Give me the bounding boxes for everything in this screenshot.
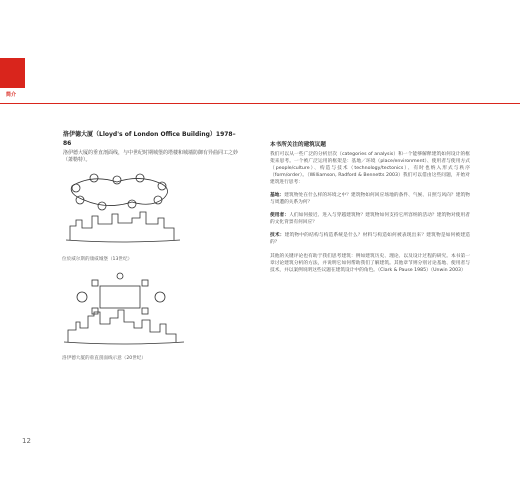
paragraph-users xyxy=(270,212,470,226)
section-heading: 本书所关注的建筑议题 xyxy=(270,142,326,148)
building-title: 洛伊德大厦（Lloyd's of London Office Building）1978–86 xyxy=(63,131,236,147)
label-users: 使用者： xyxy=(270,213,290,219)
caption-bottom: 洛伊德大厦的垂直剖面线示意（20世纪） xyxy=(62,356,146,361)
caption-top: 位於威尔斯的康威城堡（13世纪） xyxy=(62,257,133,262)
section-marker xyxy=(0,58,25,88)
right-column xyxy=(270,140,470,280)
text-site: 建筑物处在什么样的环境之中？建筑物如何回应场地的条件、气候、日照与风向？建筑物与周遭的关系为何？ xyxy=(270,193,470,206)
text-users: 人们如何接近、进入与穿越建筑物？建筑物如何支持它所容纳的活动？建筑物对使用者的文化背景有何回应？ xyxy=(270,213,470,226)
castle-sketch xyxy=(62,168,192,248)
lloyds-sketch xyxy=(62,272,197,347)
header-rule xyxy=(0,103,520,104)
left-column xyxy=(63,131,238,165)
paragraph-site xyxy=(270,192,470,206)
page-number: 12 xyxy=(22,437,31,445)
label-tech: 技术： xyxy=(270,233,285,239)
paragraph-1: 我们可以从一些广泛的分析层次（categories of analysis）和一个能够解释建筑如何设计的框架来思考。一个被广泛运用的框架是：基地／环境（place/environment）、使用者与使用方式（people/culture）、构造与技术（technology/tectonics）、有时也纳入形式与秩序（form/order）。（Williamson, Radford & Bennetts 2003）我们可以借由这些问题，开始对建筑进行思考： xyxy=(270,152,470,186)
label-site: 基地： xyxy=(270,193,285,199)
building-intro: 洛伊德大厦的垂直剖面线，与中世纪时期城堡的塔楼和城墙防御有异曲同工之妙（萧勒特）。 xyxy=(63,150,239,164)
section-label: 简介 xyxy=(6,92,17,98)
text-tech: 建筑物中的结构与构造系统是什么？材料与构造如何被表现出来？建筑物是如何被建造的？ xyxy=(270,233,470,246)
paragraph-tech xyxy=(270,232,470,246)
paragraph-5: 其他的关键评论也有助于我们思考建筑：例如建筑历史、理论、以及设计过程的研究。本书第一章讨论建筑分析的方法，并说明它如何帮助我们了解建筑。其他章节则分别讨论基地、使用者与技术，并以案例说明这些议题在建筑设计中的角色。（Clark & Pause 1985）（Unwin 2003） xyxy=(270,253,470,273)
